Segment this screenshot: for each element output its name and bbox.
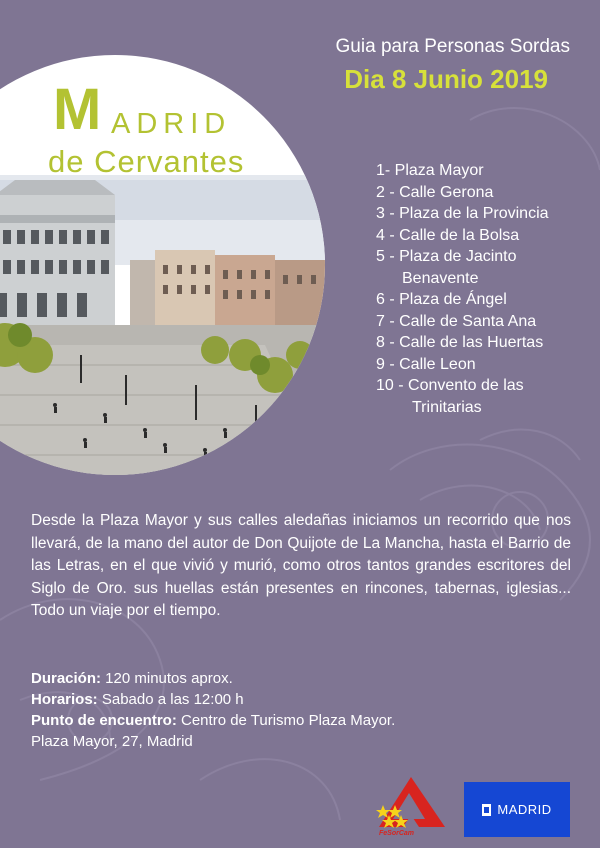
- address-line: Plaza Mayor, 27, Madrid: [31, 733, 193, 750]
- title-city: ADRID: [111, 108, 232, 140]
- schedule-label: Horarios:: [31, 691, 98, 708]
- stop-item: 4 - Calle de la Bolsa: [376, 226, 520, 244]
- stop-item: 9 - Calle Leon: [376, 355, 476, 373]
- fesorcam-logo: [373, 775, 445, 837]
- stop-item: 8 - Calle de las Huertas: [376, 334, 544, 351]
- meeting-label: Punto de encuentro:: [31, 712, 177, 729]
- fesorcam-wordmark: FeSorCam: [379, 830, 415, 837]
- stop-item: 1- Plaza Mayor: [376, 162, 484, 179]
- guide-subtitle: Guia para Personas Sordas: [335, 36, 570, 57]
- madrid-crest-icon: [482, 804, 491, 816]
- duration-label: Duración:: [31, 670, 102, 687]
- madrid-photo-circle: [0, 55, 325, 475]
- meeting-value: Centro de Turismo Plaza Mayor.: [176, 712, 396, 729]
- duration-value: 120 minutos aprox.: [101, 670, 233, 687]
- stop-item-continuation: Trinitarias: [412, 398, 482, 416]
- event-date: Dia 8 Junio 2019: [344, 64, 548, 94]
- tour-description: Desde la Plaza Mayor y sus calles aledañas iniciamos un recorrido que nos llevará, de la mano del autor de Don Quijote de La Mancha, hasta el Barrio de las Letras, en el que vivió y murió, como otros tantos grandes escritores del Siglo de Oro. sus huellas están presentes en rincones, tabernas, iglesias... Todo un viaje por el tiempo.: [31, 512, 571, 619]
- title-initial: M: [53, 77, 102, 142]
- stop-item: 5 - Plaza de Jacinto: [376, 248, 517, 265]
- stop-item: 3 - Plaza de la Provincia: [376, 205, 549, 222]
- madrid-city-logo: [464, 782, 570, 837]
- meeting-line: [31, 710, 395, 731]
- title-subline: de Cervantes: [48, 144, 245, 179]
- schedule-line: [31, 689, 395, 710]
- duration-line: [31, 668, 395, 689]
- stop-item-continuation: Benavente: [402, 269, 479, 287]
- stop-item: 7 - Calle de Santa Ana: [376, 312, 537, 330]
- tour-info: [31, 668, 395, 752]
- schedule-value: Sabado a las 12:00 h: [97, 691, 244, 708]
- madrid-logo-text: MADRID: [497, 802, 552, 817]
- route-stops-list: [376, 160, 549, 418]
- stop-item: 10 - Convento de las: [376, 377, 524, 394]
- stop-item: 2 - Calle Gerona: [376, 183, 494, 201]
- stop-item: 6 - Plaza de Ángel: [376, 291, 507, 308]
